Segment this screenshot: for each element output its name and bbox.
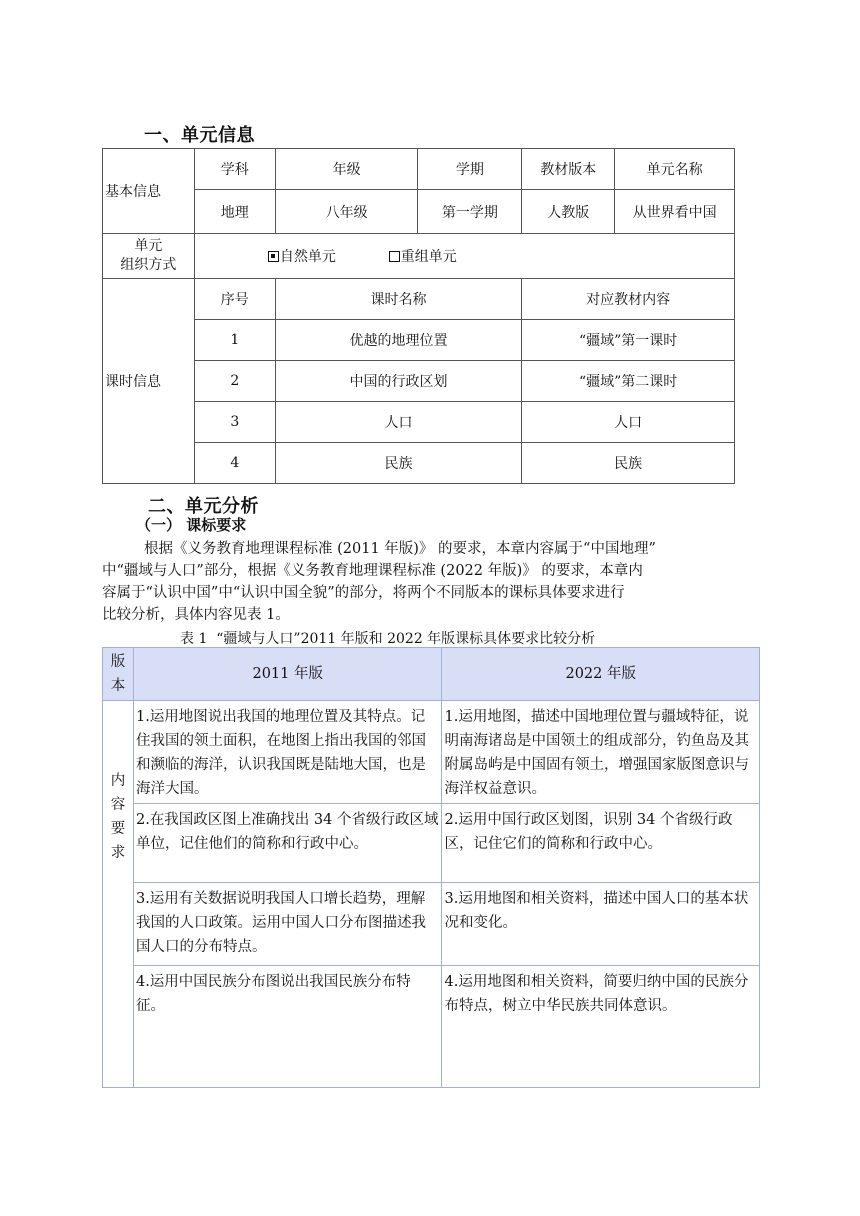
req-2022: 3.运用地图和相关资料，描述中国人口的基本状况和变化。 xyxy=(442,883,760,966)
lesson-name: 优越的地理位置 xyxy=(275,320,522,361)
table-row xyxy=(103,883,760,966)
lesson-content: “疆域”第一课时 xyxy=(522,320,735,361)
org-label-line2: 组织方式 xyxy=(120,257,177,273)
intro-line: 比较分析，具体内容见表 1。 xyxy=(102,607,290,623)
sub-title-standards: （一） 课标要求 xyxy=(136,516,247,534)
header-grade: 年级 xyxy=(275,149,418,190)
req-2022: 4.运用地图和相关资料，简要归纳中国的民族分布特点，树立中华民族共同体意识。 xyxy=(442,966,760,1088)
org-label-line1: 单元 xyxy=(134,238,163,254)
table-row xyxy=(103,804,760,883)
version-label: 版本 xyxy=(110,654,126,694)
header-term: 学期 xyxy=(418,149,522,190)
intro-line: 容属于“认识中国”中“认识中国全貌”的部分，将两个不同版本的课标具体要求进行 xyxy=(102,585,625,601)
table-row xyxy=(103,701,760,804)
intro-line: 根据《义务教育地理课程标准 (2011 年版)》 的要求，本章内容属于“中国地理” xyxy=(144,541,656,557)
corner-cell xyxy=(103,648,134,701)
header-textbook-content: 对应教材内容 xyxy=(522,279,735,320)
regroup-unit-option[interactable] xyxy=(389,249,457,265)
lesson-row xyxy=(103,443,735,484)
lesson-row xyxy=(103,320,735,361)
lesson-name: 民族 xyxy=(275,443,522,484)
header-no: 序号 xyxy=(194,279,275,320)
value-term: 第一学期 xyxy=(418,190,522,234)
unchecked-box-icon[interactable] xyxy=(389,251,400,262)
lesson-content: “疆域”第二课时 xyxy=(522,361,735,402)
lesson-name: 人口 xyxy=(275,402,522,443)
lesson-name: 中国的行政区划 xyxy=(275,361,522,402)
lesson-no: 1 xyxy=(194,320,275,361)
section-1-title: 一、单元信息 xyxy=(144,125,255,146)
lesson-row xyxy=(103,402,735,443)
lesson-content: 民族 xyxy=(522,443,735,484)
section-2-title: 二、单元分析 xyxy=(148,496,259,517)
value-textbook: 人教版 xyxy=(522,190,615,234)
header-textbook: 教材版本 xyxy=(522,149,615,190)
req-2022: 2.运用中国行政区划图，识别 34 个省级行政区，记住它们的简称和行政中心。 xyxy=(442,804,760,883)
natural-unit-option[interactable] xyxy=(268,249,340,265)
value-grade: 八年级 xyxy=(275,190,418,234)
comparison-table xyxy=(102,647,760,1088)
regroup-unit-label: 重组单元 xyxy=(400,249,457,265)
intro-line: 中“疆域与人口”部分，根据《义务教育地理课程标准 (2022 年版)》 的要求，本章内 xyxy=(102,563,643,579)
lesson-row xyxy=(103,361,735,402)
lesson-no: 2 xyxy=(194,361,275,402)
header-2022: 2022 年版 xyxy=(442,648,760,701)
header-unit-name: 单元名称 xyxy=(615,149,735,190)
intro-paragraph xyxy=(102,538,762,626)
header-lesson-name: 课时名称 xyxy=(275,279,522,320)
value-subject: 地理 xyxy=(194,190,275,234)
req-2011: 3.运用有关数据说明我国人口增长趋势，理解我国的人口政策。运用中国人口分布图描述我国人口的分布特点。 xyxy=(133,883,442,966)
org-options xyxy=(194,234,734,279)
req-2011: 1.运用地图说出我国的地理位置及其特点。记住我国的领土面积，在地图上指出我国的邻国和濒临的海洋，认识我国既是陆地大国，也是海洋大国。 xyxy=(133,701,442,804)
lesson-content: 人口 xyxy=(522,402,735,443)
header-subject: 学科 xyxy=(194,149,275,190)
req-2022: 1.运用地图，描述中国地理位置与疆域特征，说明南海诸岛是中国领土的组成部分，钓鱼岛及其附属岛屿是中国固有领土，增强国家版图意识与海洋权益意识。 xyxy=(442,701,760,804)
value-unit-name: 从世界看中国 xyxy=(615,190,735,234)
req-2011: 4.运用中国民族分布图说出我国民族分布特征。 xyxy=(133,966,442,1088)
content-requirement-label xyxy=(103,701,134,1088)
basic-info-label: 基本信息 xyxy=(103,149,195,234)
lesson-info-label: 课时信息 xyxy=(103,279,195,484)
table-caption: 表 1 “疆域与人口”2011 年版和 2022 年版课标具体要求比较分析 xyxy=(180,631,596,647)
req-2011: 2.在我国政区图上准确找出 34 个省级行政区域单位，记住他们的简称和行政中心。 xyxy=(133,804,442,883)
unit-info-table xyxy=(102,148,735,484)
natural-unit-label: 自然单元 xyxy=(279,249,336,265)
lesson-no: 4 xyxy=(194,443,275,484)
checked-box-icon[interactable] xyxy=(268,251,279,262)
table-row xyxy=(103,966,760,1088)
content-requirement-text: 内容要求 xyxy=(110,773,126,861)
lesson-no: 3 xyxy=(194,402,275,443)
header-2011: 2011 年版 xyxy=(133,648,442,701)
org-label xyxy=(103,234,195,279)
